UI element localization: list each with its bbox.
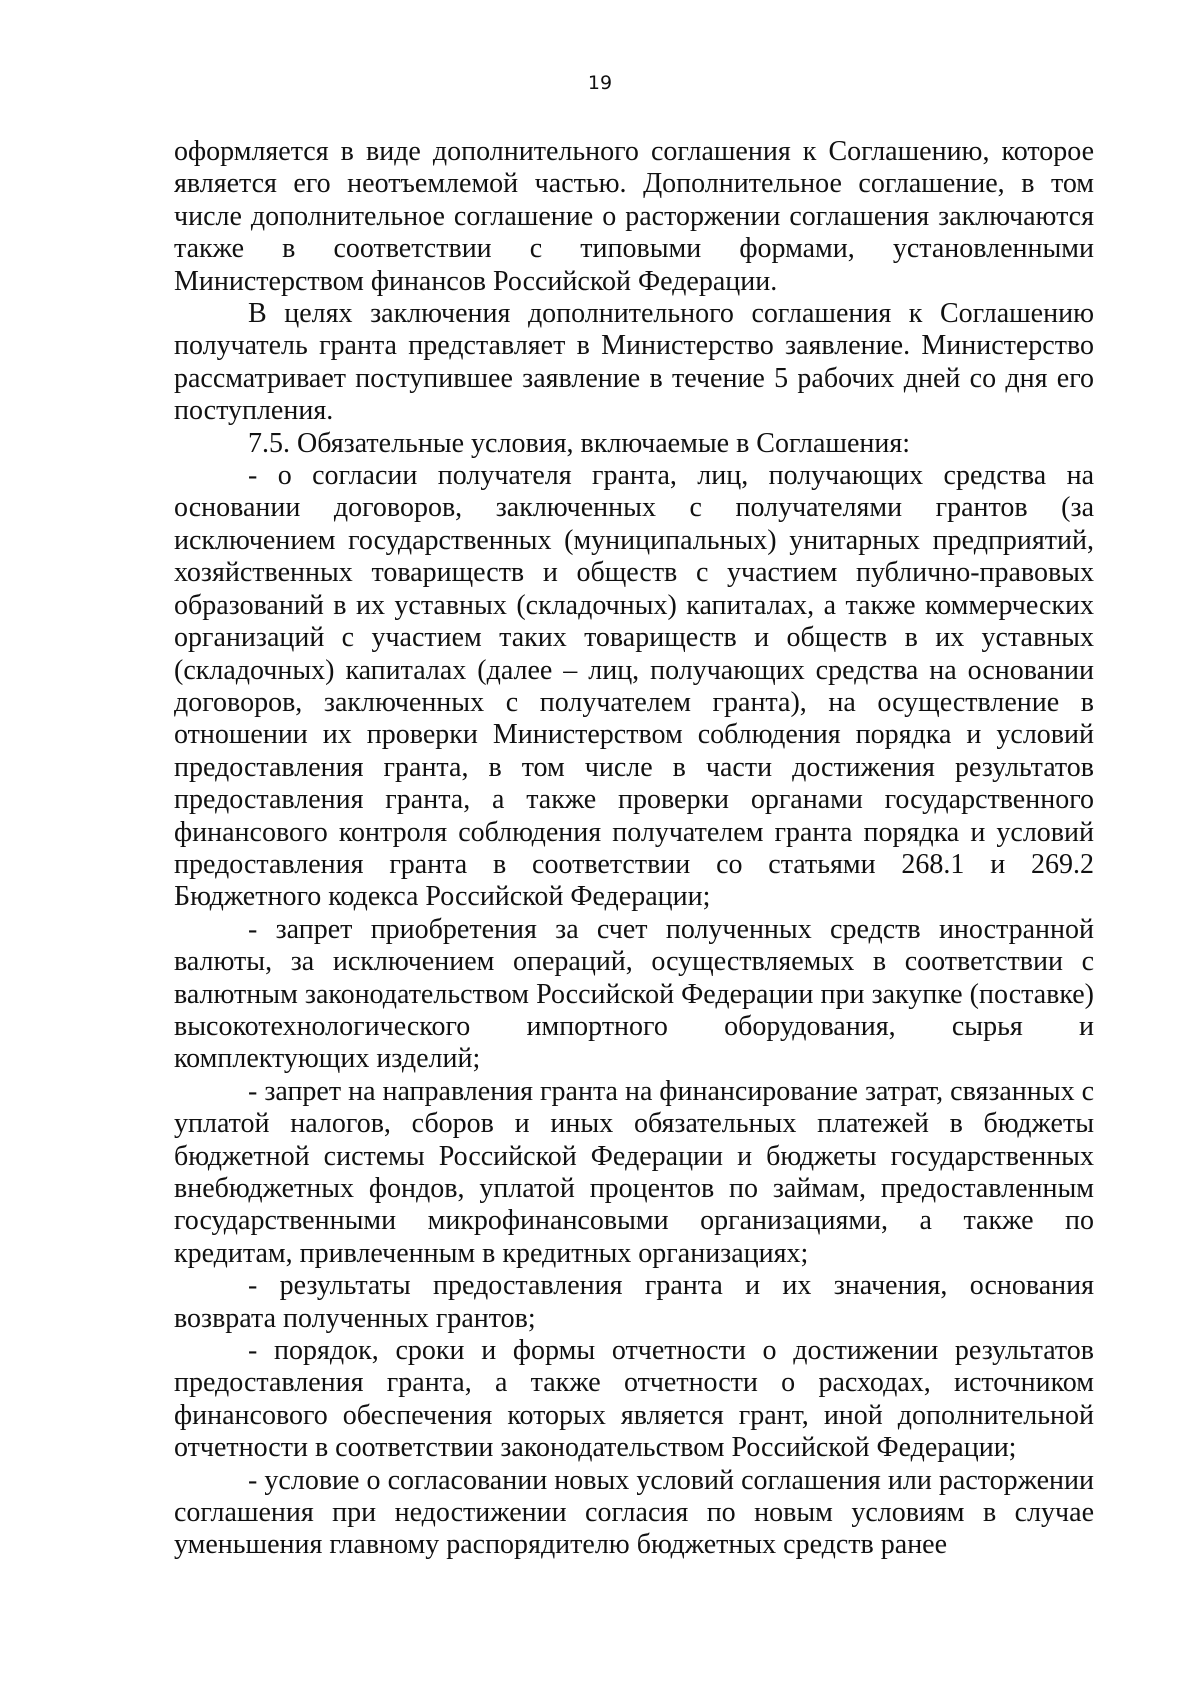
page-number: 19 — [587, 72, 613, 94]
paragraph-1: оформляется в виде дополнительного соглашения к Соглашению, которое является его неотъемлемой частью. Дополнительное соглашение, в том числе дополнительное соглашение о расторжении соглашения заключаются также в соответствии с типовыми формами, установленными Министерством финансов Российской Федерации. — [174, 136, 1094, 297]
list-item-results: - результаты предоставления гранта и их значения, основания возврата полученных грантов; — [174, 1270, 1094, 1334]
list-item-expense-ban: - запрет на направления гранта на финансирование затрат, связанных с уплатой налогов, сборов и иных обязательных платежей в бюджеты бюджетной системы Российской Федерации и бюджеты государственных внебюджетных фондов, уплатой процентов по займам, предоставленным государственными микрофинансовыми организациями, а также по кредитам, привлеченным в кредитных организациях; — [174, 1075, 1095, 1269]
list-item-currency-ban: - запрет приобретения за счет полученных средств иностранной валюты, за исключением операций, осуществляемых в соответствии с валютным законодательством Российской Федерации при закупке (поставке) высокотехнологического импортного оборудования, сырья и комплектующих изделий; — [174, 913, 1094, 1075]
document-body — [174, 136, 1094, 1562]
section-heading-7-5: 7.5. Обязательные условия, включаемые в Соглашения: — [248, 427, 911, 459]
list-item-consent: - о согласии получателя гранта, лиц, получающих средства на основании договоров, заключенных с получателями грантов (за исключением государственных (муниципальных) унитарных предприятий, хозяйственных товариществ и обществ с участием публично-правовых образований в их уставных (складочных) капиталах, а также коммерческих организаций с участием таких товариществ и обществ в их уставных (складочных) капиталах (далее – лиц, получающих средства на основании договоров, заключенных с получателем гранта), на осуществление в отношении их проверки Министерством соблюдения порядка и условий предоставления гранта, в том числе в части достижения результатов предоставления гранта, а также проверки органами государственного финансового контроля соблюдения получателем гранта порядка и условий предоставления гранта в соответствии со статьями 268.1 и 269.2 Бюджетного кодекса Российской Федерации; — [174, 460, 1094, 913]
list-item-new-conditions: - условие о согласовании новых условий соглашения или расторжении соглашения при недостижении согласия по новым условиям в случае уменьшения главному распорядителю бюджетных средств ранее — [174, 1464, 1094, 1561]
paragraph-2: В целях заключения дополнительного соглашения к Соглашению получатель гранта представляет в Министерство заявление. Министерство рассматривает поступившее заявление в течение 5 рабочих дней со дня его поступления. — [174, 298, 1094, 427]
list-item-reporting: - порядок, сроки и формы отчетности о достижении результатов предоставления гранта, а также отчетности о расходах, источником финансового обеспечения которых является грант, иной дополнительной отчетности в соответствии законодательством Российской Федерации; — [174, 1335, 1094, 1464]
